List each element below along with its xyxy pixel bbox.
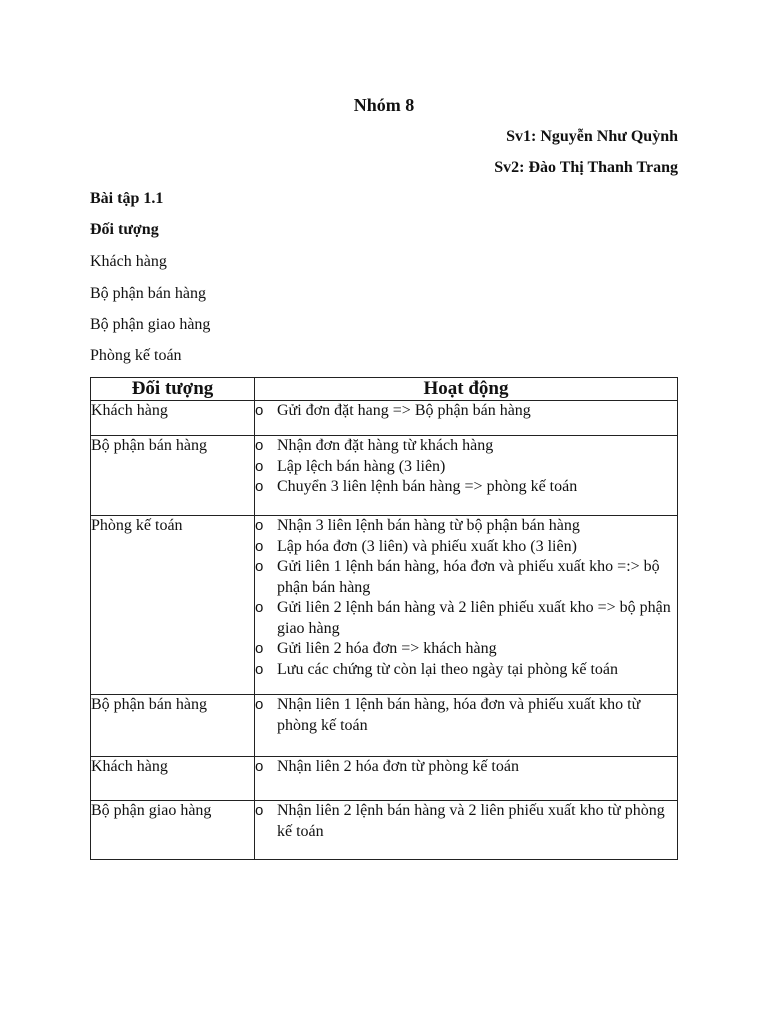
activity-list	[255, 436, 677, 498]
activity-text: Nhận 3 liên lệnh bán hàng từ bộ phận bán hàng	[277, 517, 580, 534]
activity-cell	[255, 516, 678, 695]
activity-item	[255, 557, 677, 598]
object-item: Bộ phận bán hàng	[90, 285, 206, 302]
activity-item	[255, 598, 677, 639]
activity-text: Nhận liên 2 lệnh bán hàng và 2 liên phiếu xuất kho từ phòng kế toán	[277, 802, 665, 840]
activity-item	[255, 401, 677, 422]
activity-text: Lập lệch bán hàng (3 liên)	[277, 457, 446, 475]
activity-text: Gửi liên 2 hóa đơn => khách hàng	[277, 640, 497, 657]
bullet-icon: o	[255, 402, 264, 419]
table-row	[91, 516, 678, 695]
table-row	[91, 757, 678, 801]
activity-item	[255, 757, 677, 778]
header-activity: Hoạt động	[255, 378, 678, 401]
bullet-icon: o	[255, 802, 264, 819]
exercise-heading: Bài tập 1.1	[90, 190, 164, 207]
document-title: Nhóm 8	[353, 95, 415, 115]
table-row	[91, 436, 678, 516]
bullet-icon: o	[255, 558, 264, 575]
table-header-row	[91, 378, 678, 401]
bullet-icon: o	[255, 457, 264, 475]
bullet-icon: o	[255, 478, 264, 495]
activity-item	[255, 695, 677, 736]
activity-cell	[255, 695, 678, 757]
activity-cell	[255, 401, 678, 436]
activity-text: Lập hóa đơn (3 liên) và phiếu xuất kho (3 liên)	[277, 537, 577, 555]
object-item: Bộ phận giao hàng	[90, 316, 211, 333]
activity-list	[255, 401, 677, 422]
bullet-icon: o	[255, 437, 264, 454]
activity-text: Nhận liên 1 lệnh bán hàng, hóa đơn và phiếu xuất kho từ phòng kế toán	[277, 696, 641, 734]
author-1: Sv1: Nguyễn Như Quỳnh	[506, 128, 678, 145]
object-cell: Bộ phận bán hàng	[91, 695, 255, 757]
object-item: Phòng kế toán	[90, 347, 182, 364]
bullet-icon: o	[255, 599, 264, 616]
activity-item	[255, 516, 677, 537]
table-row	[91, 401, 678, 436]
object-cell: Bộ phận bán hàng	[91, 436, 255, 516]
activity-list	[255, 516, 677, 680]
object-cell: Khách hàng	[91, 757, 255, 801]
bullet-icon: o	[255, 660, 264, 678]
activity-item	[255, 537, 677, 558]
activity-text: Nhận liên 2 hóa đơn từ phòng kế toán	[277, 758, 519, 775]
activity-item	[255, 660, 677, 681]
bullet-icon: o	[255, 640, 264, 657]
activity-list	[255, 695, 677, 736]
table-row	[91, 695, 678, 757]
activity-item	[255, 639, 677, 660]
activity-item	[255, 477, 677, 498]
bullet-icon: o	[255, 517, 264, 534]
activity-cell	[255, 436, 678, 516]
activity-list	[255, 801, 677, 842]
table-body	[91, 401, 678, 860]
header-object: Đối tượng	[91, 378, 255, 401]
object-cell: Bộ phận giao hàng	[91, 801, 255, 860]
activity-cell	[255, 757, 678, 801]
author-2: Sv2: Đào Thị Thanh Trang	[494, 159, 678, 176]
activity-text: Chuyển 3 liên lệnh bán hàng => phòng kế toán	[277, 478, 578, 495]
table-row	[91, 801, 678, 860]
activity-item	[255, 457, 677, 478]
object-item: Khách hàng	[90, 253, 167, 270]
activity-text: Gửi liên 1 lệnh bán hàng, hóa đơn và phiếu xuất kho =:> bộ phận bán hàng	[277, 558, 660, 596]
object-cell: Khách hàng	[91, 401, 255, 436]
bullet-icon: o	[255, 537, 264, 555]
bullet-icon: o	[255, 696, 264, 713]
bullet-icon: o	[255, 758, 264, 775]
activity-text: Gửi đơn đặt hang => Bộ phận bán hàng	[277, 402, 531, 419]
activity-text: Nhận đơn đặt hàng từ khách hàng	[277, 437, 494, 454]
activity-table	[90, 377, 678, 860]
activity-cell	[255, 801, 678, 860]
activity-item	[255, 436, 677, 457]
objects-heading: Đối tượng	[90, 221, 159, 238]
activity-item	[255, 801, 677, 842]
activity-list	[255, 757, 677, 778]
object-cell: Phòng kế toán	[91, 516, 255, 695]
activity-text: Lưu các chứng từ còn lại theo ngày tại phòng kế toán	[277, 660, 619, 678]
activity-text: Gửi liên 2 lệnh bán hàng và 2 liên phiếu xuất kho => bộ phận giao hàng	[277, 599, 671, 637]
